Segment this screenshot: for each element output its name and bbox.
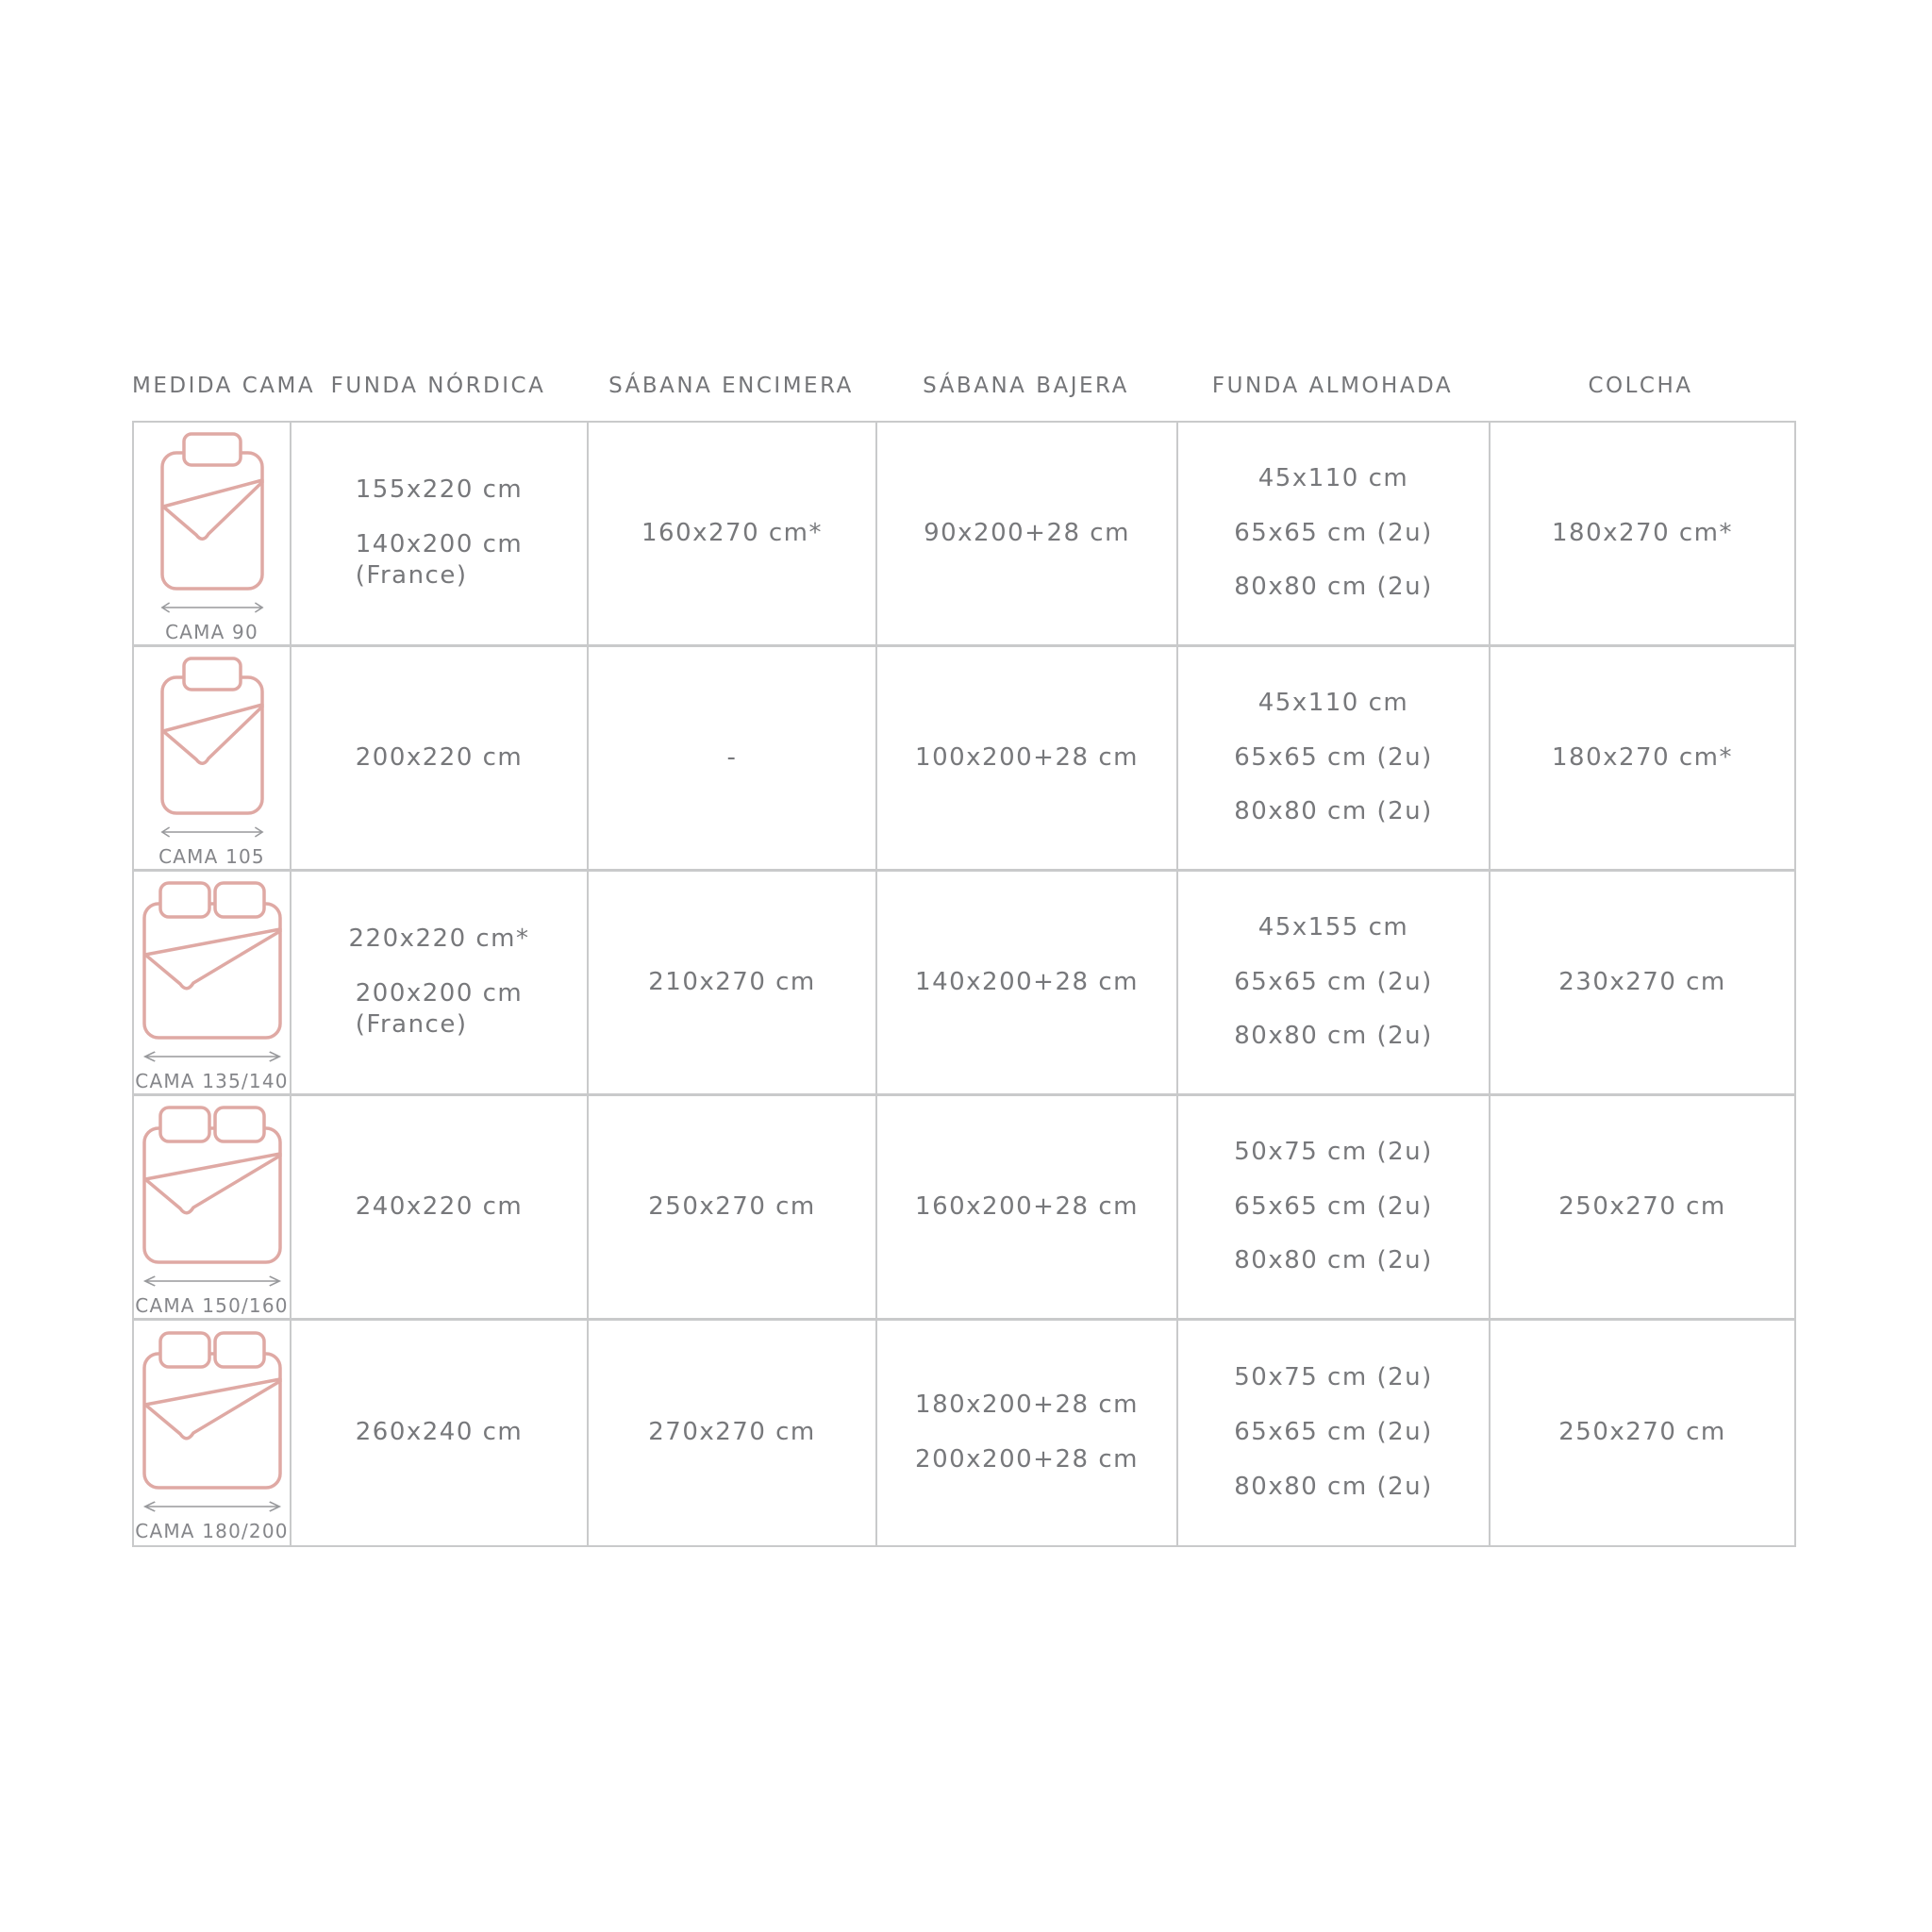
size-value: 155x220 cm [355,475,524,504]
column-header-sabana-bajera: SÁBANA BAJERA [923,374,1129,398]
cell-sabana_bajera [877,647,1178,872]
size-table [132,421,1796,1547]
cell-sabana_encimera [589,872,877,1096]
width-arrow-icon [159,825,265,839]
width-arrow-icon [142,1500,283,1513]
size-value: 50x75 cm (2u) [1234,1363,1433,1392]
size-value: 210x270 cm [648,967,816,996]
size-value: 45x155 cm [1257,912,1409,941]
size-value: 80x80 cm (2u) [1234,1472,1433,1501]
bed-icon-host [142,879,283,1041]
bed-icon-host [142,1104,283,1266]
bed-cell [134,872,291,1096]
column-header-funda-almohada: FUNDA ALMOHADA [1211,374,1454,398]
size-value: 140x200+28 cm [915,967,1139,996]
bed-label: CAMA 180/200 [135,1520,289,1542]
cell-funda_almohada [1178,423,1491,647]
cell-sabana_encimera [589,647,877,872]
size-value: 80x80 cm (2u) [1234,1246,1433,1275]
size-value: 65x65 cm (2u) [1234,518,1433,547]
width-arrow-icon [159,601,265,614]
size-value: 140x200 cm (France) [355,529,524,591]
size-value: 100x200+28 cm [915,742,1139,772]
size-value: 80x80 cm (2u) [1234,797,1433,826]
size-value: 220x220 cm* [348,924,530,953]
width-arrow-icon [142,1050,283,1063]
size-value: 80x80 cm (2u) [1234,573,1433,602]
cell-funda_nordica [291,872,589,1096]
size-value: 180x270 cm* [1551,518,1734,547]
double-bed-icon [142,879,283,1041]
size-value: 65x65 cm (2u) [1234,1191,1433,1221]
bed-cell [134,1096,291,1321]
size-value: 200x200+28 cm [915,1445,1139,1474]
cell-funda_nordica [291,1096,589,1321]
cell-funda_almohada [1178,647,1491,872]
bed-label: CAMA 90 [165,620,258,643]
size-value: 200x200 cm (France) [355,978,524,1040]
cell-funda_almohada [1178,872,1491,1096]
cell-sabana_encimera [589,1096,877,1321]
size-value: 65x65 cm (2u) [1234,1418,1433,1447]
width-arrow-icon [142,1274,283,1288]
column-header-colcha: COLCHA [1588,374,1693,398]
cell-sabana_encimera [589,423,877,647]
size-value: 90x200+28 cm [924,518,1130,547]
cell-colcha [1491,423,1794,647]
size-value: 230x270 cm [1558,967,1726,996]
cell-sabana_bajera [877,1321,1178,1545]
cell-funda_nordica [291,1321,589,1545]
bedding-size-guide [132,374,1802,1547]
size-value: 200x220 cm [355,742,524,772]
size-value: 180x270 cm* [1551,742,1734,772]
size-value: 80x80 cm (2u) [1234,1022,1433,1051]
cell-colcha [1491,1321,1794,1545]
size-value: 65x65 cm (2u) [1234,967,1433,996]
cell-colcha [1491,1096,1794,1321]
size-value: 45x110 cm [1257,688,1409,717]
bed-label: CAMA 105 [158,844,265,868]
size-value: 160x200+28 cm [915,1191,1139,1221]
cell-colcha [1491,872,1794,1096]
size-value: 260x240 cm [355,1418,524,1447]
bed-label: CAMA 135/140 [135,1069,289,1092]
size-value: - [726,742,738,772]
cell-sabana_bajera [877,1096,1178,1321]
size-value: 180x200+28 cm [915,1391,1139,1420]
size-value: 250x270 cm [1558,1418,1726,1447]
size-value: 160x270 cm* [641,518,824,547]
bed-label: CAMA 150/160 [135,1293,289,1317]
cell-colcha [1491,647,1794,872]
size-value: 250x270 cm [1558,1191,1726,1221]
cell-sabana_encimera [589,1321,877,1545]
cell-funda_almohada [1178,1096,1491,1321]
column-header-funda-nordica: FUNDA NÓRDICA [330,374,546,398]
bed-cell [134,647,291,872]
bed-icon-host [142,1329,283,1491]
size-value: 65x65 cm (2u) [1234,742,1433,772]
double-bed-icon [142,1329,283,1491]
single-bed-icon [159,655,265,817]
cell-funda_nordica [291,423,589,647]
size-value: 250x270 cm [648,1191,816,1221]
bed-cell [134,423,291,647]
column-header-sabana-encimera: SÁBANA ENCIMERA [608,374,854,398]
cell-sabana_bajera [877,423,1178,647]
bed-icon-host [159,655,265,817]
cell-funda_almohada [1178,1321,1491,1545]
size-value: 240x220 cm [355,1191,524,1221]
cell-funda_nordica [291,647,589,872]
double-bed-icon [142,1104,283,1266]
size-value: 270x270 cm [648,1418,816,1447]
cell-sabana_bajera [877,872,1178,1096]
bed-cell [134,1321,291,1545]
size-value: 45x110 cm [1257,463,1409,492]
table-header-row [132,374,1802,398]
bed-icon-host [159,430,265,592]
single-bed-icon [159,430,265,592]
size-value: 50x75 cm (2u) [1234,1137,1433,1166]
column-header-medida-cama: MEDIDA CAMA [132,374,316,398]
